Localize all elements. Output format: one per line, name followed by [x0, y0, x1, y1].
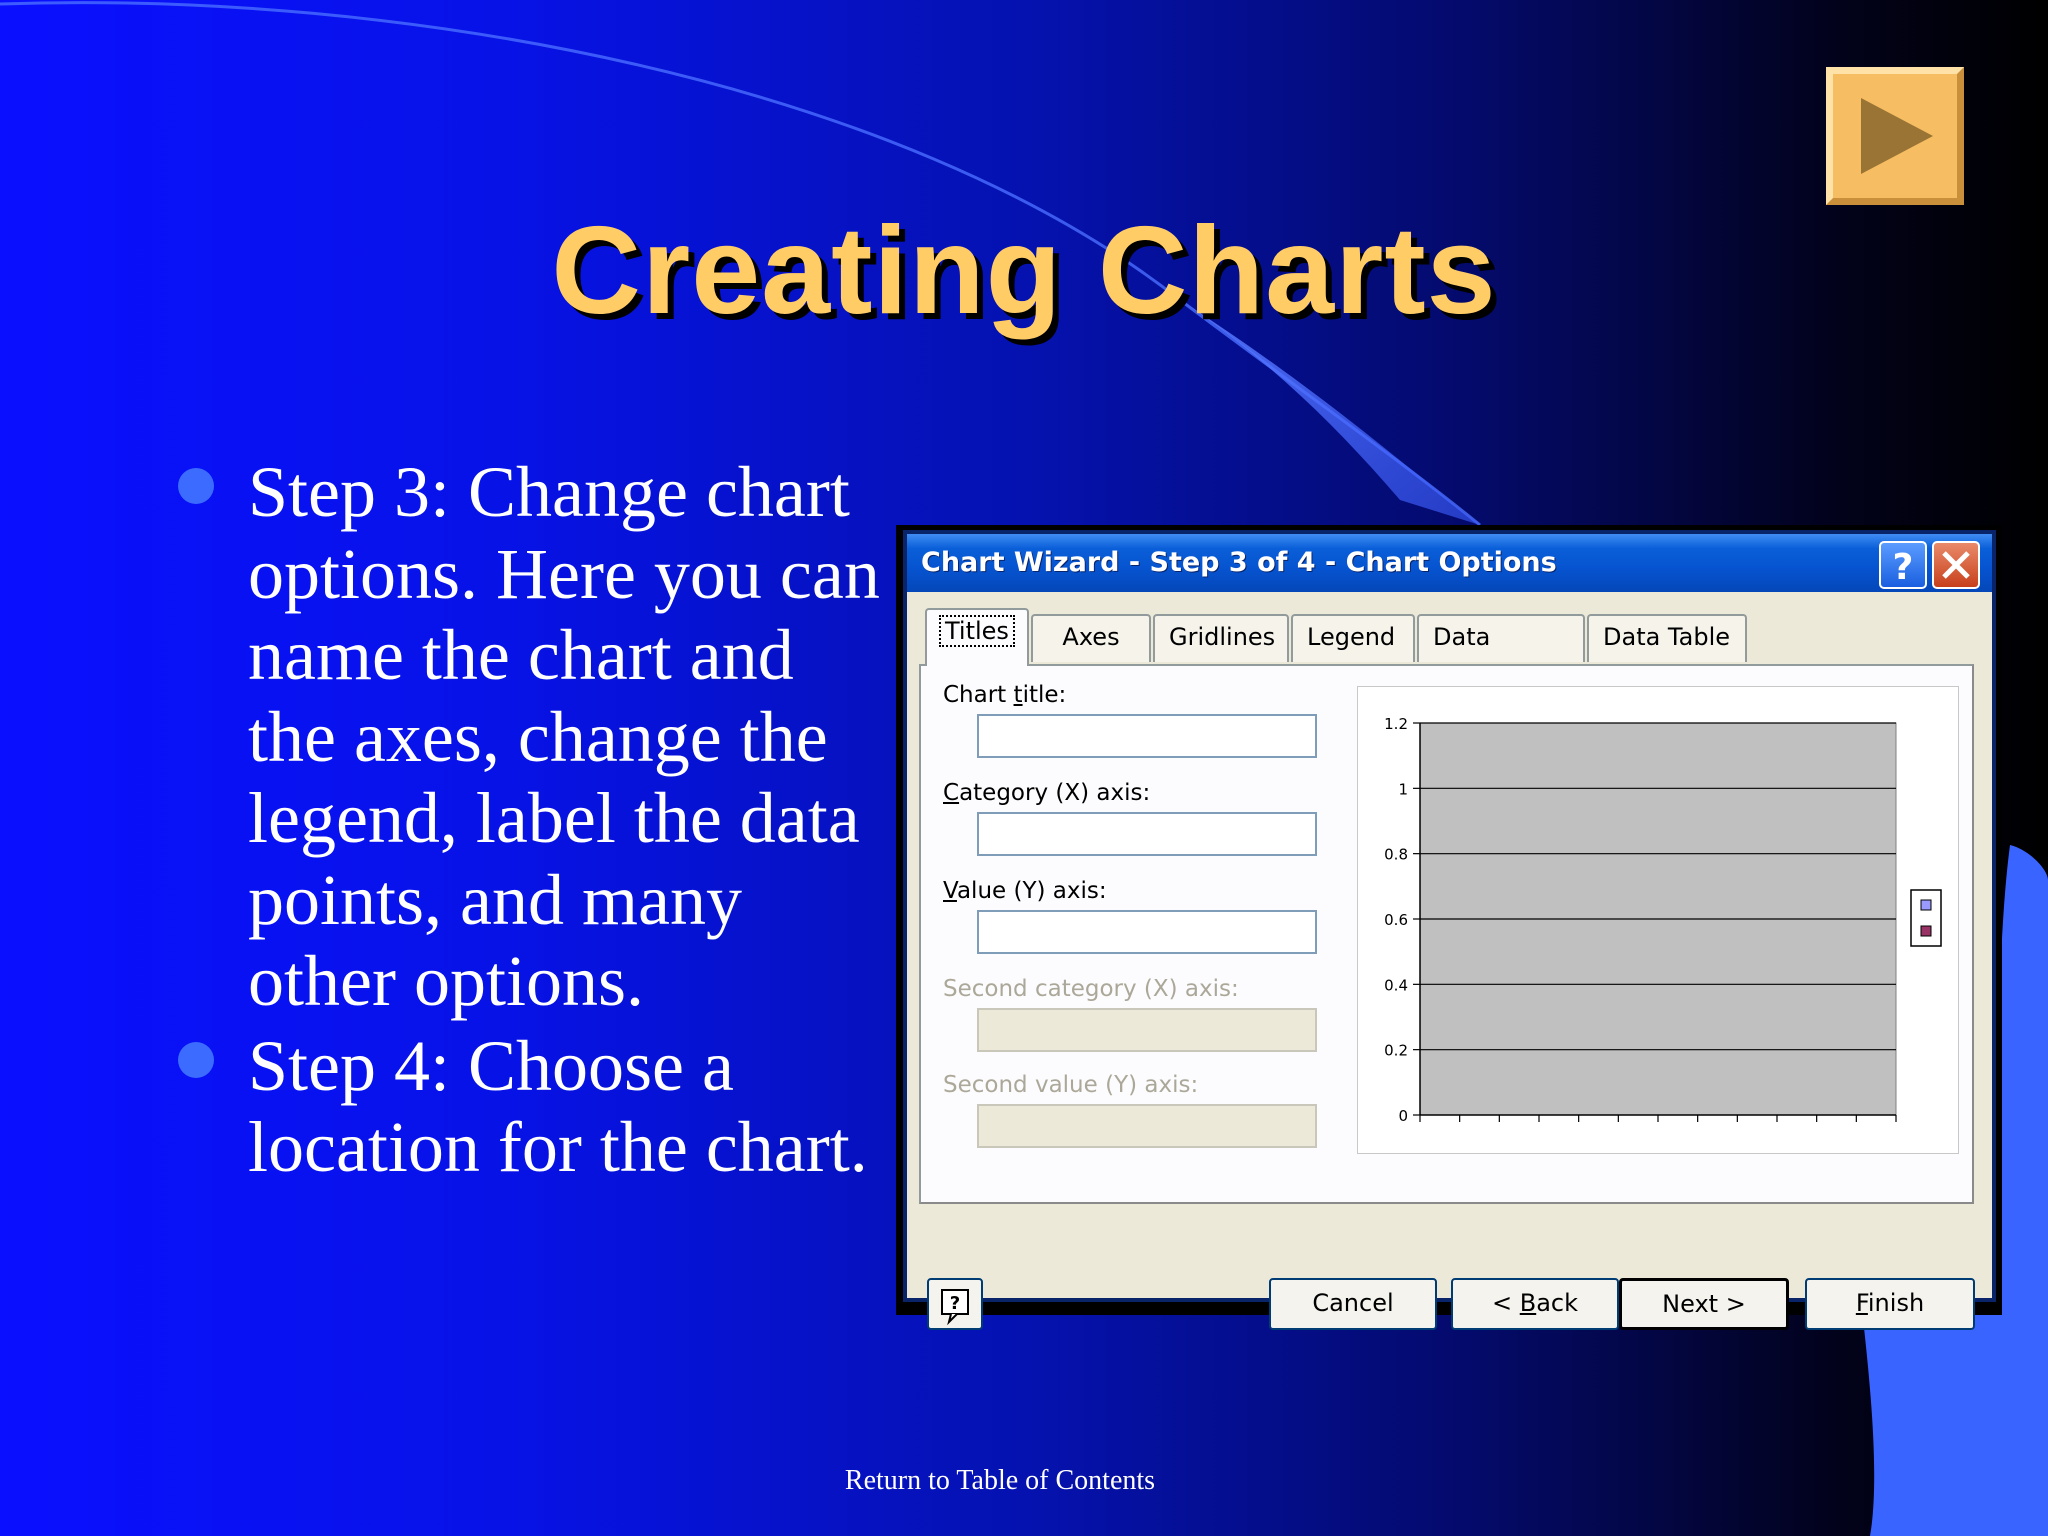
second-category-x-axis-input: [977, 1008, 1317, 1052]
tab-axes[interactable]: [1031, 614, 1151, 662]
bullet-text: Step 3: Change chart options. Here you can name the chart and the axes, change the legend, label the data points, and many other options.: [248, 452, 880, 1021]
cancel-button[interactable]: Cancel: [1269, 1278, 1437, 1330]
y-tick-label: 0.4: [1384, 976, 1408, 995]
tab-data-labels[interactable]: [1417, 614, 1585, 662]
svg-text:?: ?: [949, 1293, 961, 1314]
tab-label: Data Table: [1603, 623, 1730, 651]
next-button[interactable]: Next >: [1619, 1278, 1789, 1330]
titles-tab-panel: [919, 664, 1974, 1204]
tab-label: Axes: [1062, 623, 1120, 651]
dialog-title: Chart Wizard - Step 3 of 4 - Chart Options: [921, 547, 1557, 578]
legend-swatch-series-1: [1921, 900, 1931, 910]
finish-button[interactable]: Finish: [1805, 1278, 1975, 1330]
dialog-body: [907, 592, 1992, 1318]
play-arrow-icon: [1833, 74, 1957, 198]
chart-title-label: Chart title:: [943, 682, 1067, 708]
bullet-item: [178, 452, 898, 1023]
titlebar-help-button[interactable]: [1879, 541, 1927, 589]
bullet-dot: [178, 1042, 214, 1078]
bullet-list: [178, 452, 898, 1192]
tab-data-table[interactable]: [1587, 614, 1747, 662]
help-balloon-icon: [929, 1280, 981, 1328]
question-mark-icon: [1881, 543, 1925, 587]
chart-wizard-dialog: [903, 530, 1996, 1318]
y-tick-label: 0.6: [1384, 911, 1408, 929]
second-value-y-axis-label: Second value (Y) axis:: [943, 1072, 1199, 1098]
titlebar-close-button[interactable]: [1932, 541, 1980, 589]
tab-gridlines[interactable]: [1153, 614, 1289, 662]
second-category-x-axis-label: Second category (X) axis:: [943, 976, 1239, 1002]
value-y-axis-input[interactable]: [977, 910, 1317, 954]
value-y-axis-label: Value (Y) axis:: [943, 878, 1107, 904]
tab-label: Titles: [941, 617, 1013, 645]
category-x-axis-input[interactable]: [977, 812, 1317, 856]
svg-text:?: ?: [1892, 547, 1914, 587]
close-icon: [1934, 543, 1978, 587]
slide-title: Creating Charts: [551, 202, 1497, 340]
chart-preview: [1357, 686, 1959, 1154]
category-x-axis-label: Category (X) axis:: [943, 780, 1151, 806]
return-to-toc-link[interactable]: Return to Table of Contents: [844, 1465, 1156, 1496]
tab-label: Gridlines: [1169, 623, 1276, 651]
tab-titles[interactable]: [925, 608, 1029, 666]
y-tick-label: 0.2: [1384, 1041, 1408, 1060]
y-tick-label: 0: [1398, 1107, 1408, 1125]
dialog-titlebar[interactable]: [907, 534, 1992, 592]
bullet-text: Step 4: Choose a location for the chart.: [248, 1025, 868, 1187]
y-tick-label: 0.8: [1384, 845, 1408, 864]
second-value-y-axis-input: [977, 1104, 1317, 1148]
tab-label: Data: [1433, 623, 1491, 651]
office-assistant-button[interactable]: [927, 1278, 983, 1330]
y-tick-label: 1: [1398, 780, 1408, 799]
bullet-dot: [178, 468, 214, 504]
tab-legend[interactable]: [1291, 614, 1415, 662]
legend-box: [1911, 890, 1941, 946]
chart-preview-svg: [1358, 687, 1960, 1155]
chart-title-input[interactable]: [977, 714, 1317, 758]
y-tick-label: 1.2: [1384, 715, 1408, 733]
next-slide-button[interactable]: [1826, 67, 1964, 205]
bullet-item: [178, 1026, 898, 1189]
tab-label: Legend: [1307, 623, 1396, 651]
legend-swatch-series-2: [1921, 926, 1931, 936]
back-button[interactable]: < Back: [1451, 1278, 1619, 1330]
